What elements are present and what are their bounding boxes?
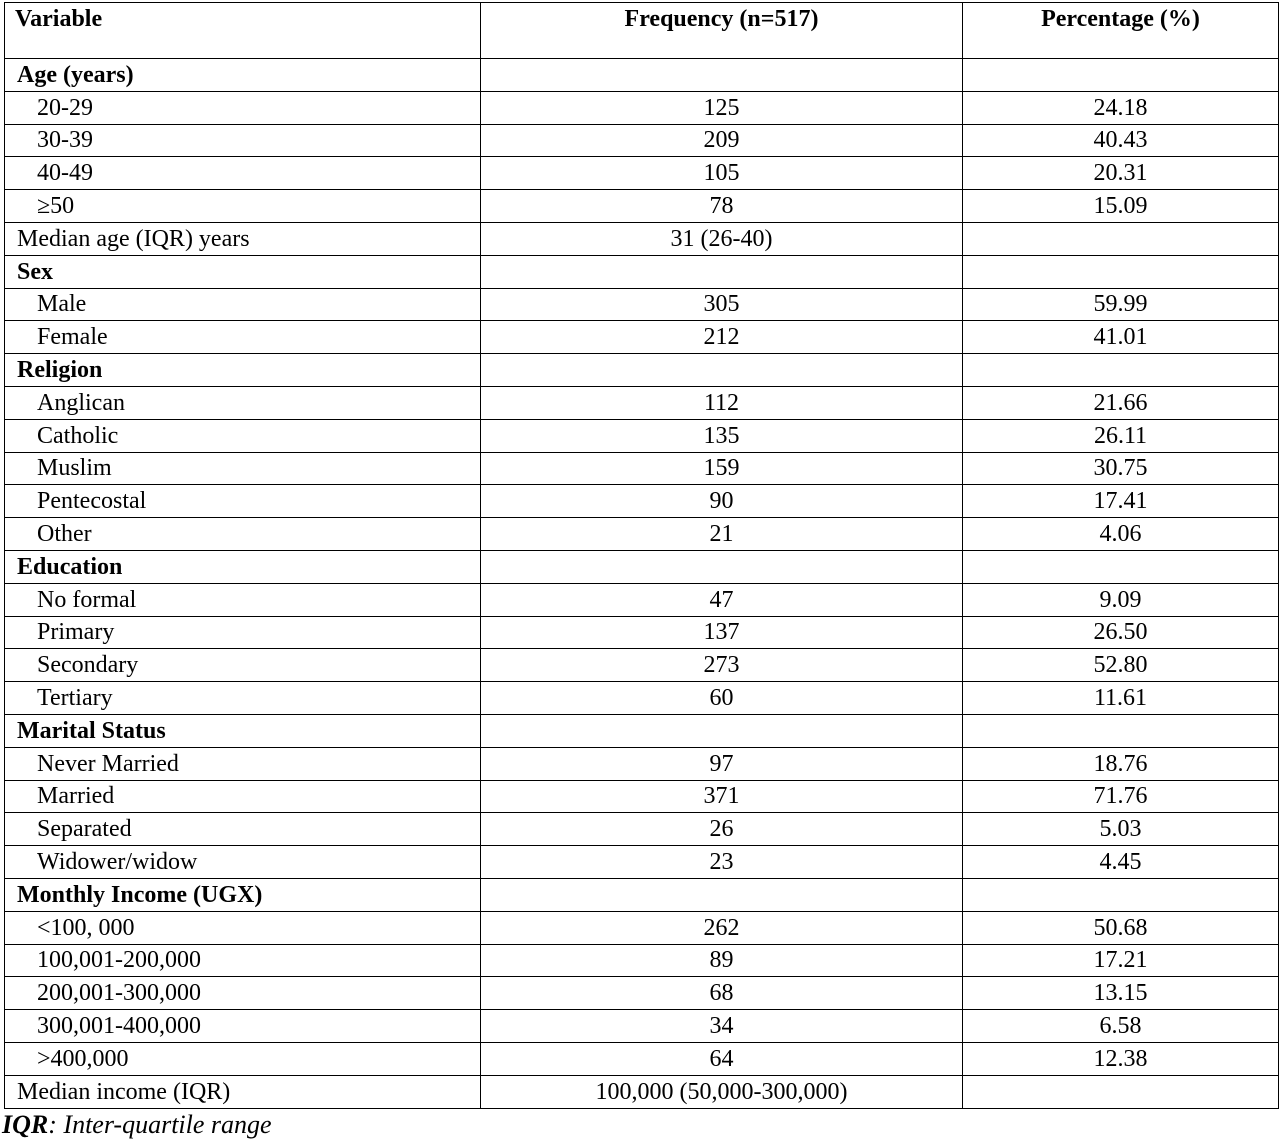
variable-label: <100, 000 [5, 911, 481, 944]
table-row [5, 157, 1279, 190]
table-row [5, 386, 1279, 419]
percentage-cell: 52.80 [963, 649, 1279, 682]
header-frequency: Frequency (n=517) [481, 3, 963, 59]
table-row [5, 944, 1279, 977]
percentage-cell: 26.50 [963, 616, 1279, 649]
percentage-cell: 9.09 [963, 583, 1279, 616]
frequency-cell: 105 [481, 157, 963, 190]
frequency-cell: 60 [481, 682, 963, 715]
header-row [5, 3, 1279, 59]
variable-label: Secondary [5, 649, 481, 682]
frequency-cell [481, 878, 963, 911]
table-body [5, 59, 1279, 1109]
percentage-cell: 59.99 [963, 288, 1279, 321]
frequency-cell: 262 [481, 911, 963, 944]
table-row [5, 190, 1279, 223]
variable-label: 100,001-200,000 [5, 944, 481, 977]
variable-label: 300,001-400,000 [5, 1010, 481, 1043]
frequency-cell: 78 [481, 190, 963, 223]
table-row [5, 583, 1279, 616]
variable-label: 40-49 [5, 157, 481, 190]
percentage-cell: 40.43 [963, 124, 1279, 157]
variable-label: Primary [5, 616, 481, 649]
category-row [5, 59, 1279, 92]
frequency-cell: 159 [481, 452, 963, 485]
percentage-cell [963, 222, 1279, 255]
table-row [5, 1042, 1279, 1075]
frequency-cell: 64 [481, 1042, 963, 1075]
table-row [5, 419, 1279, 452]
variable-label: ≥50 [5, 190, 481, 223]
frequency-cell: 34 [481, 1010, 963, 1043]
percentage-cell [963, 1075, 1279, 1108]
variable-label: Median income (IQR) [5, 1075, 481, 1108]
variable-label: Median age (IQR) years [5, 222, 481, 255]
category-row [5, 714, 1279, 747]
variable-label: Muslim [5, 452, 481, 485]
percentage-cell: 20.31 [963, 157, 1279, 190]
variable-label: Never Married [5, 747, 481, 780]
table-row [5, 288, 1279, 321]
percentage-cell: 17.41 [963, 485, 1279, 518]
frequency-cell: 68 [481, 977, 963, 1010]
category-label: Monthly Income (UGX) [5, 878, 481, 911]
table-row [5, 911, 1279, 944]
frequency-cell: 47 [481, 583, 963, 616]
percentage-cell: 13.15 [963, 977, 1279, 1010]
percentage-cell [963, 550, 1279, 583]
table-row [5, 977, 1279, 1010]
table-row [5, 682, 1279, 715]
category-label: Marital Status [5, 714, 481, 747]
category-row [5, 550, 1279, 583]
percentage-cell: 50.68 [963, 911, 1279, 944]
category-label: Sex [5, 255, 481, 288]
variable-label: 200,001-300,000 [5, 977, 481, 1010]
percentage-cell: 30.75 [963, 452, 1279, 485]
frequency-cell: 125 [481, 91, 963, 124]
variable-label: >400,000 [5, 1042, 481, 1075]
variable-label: Tertiary [5, 682, 481, 715]
variable-label: Other [5, 518, 481, 551]
variable-label: Catholic [5, 419, 481, 452]
percentage-cell: 71.76 [963, 780, 1279, 813]
variable-label: Widower/widow [5, 846, 481, 879]
percentage-cell: 5.03 [963, 813, 1279, 846]
percentage-cell [963, 714, 1279, 747]
demographics-table [4, 2, 1279, 1109]
percentage-cell [963, 878, 1279, 911]
frequency-cell: 135 [481, 419, 963, 452]
category-row [5, 354, 1279, 387]
table-row [5, 649, 1279, 682]
percentage-cell: 18.76 [963, 747, 1279, 780]
footnote-text: : Inter-quartile range [48, 1110, 272, 1139]
variable-label: Pentecostal [5, 485, 481, 518]
category-label: Age (years) [5, 59, 481, 92]
variable-label: Female [5, 321, 481, 354]
frequency-cell: 90 [481, 485, 963, 518]
category-row [5, 255, 1279, 288]
frequency-cell: 26 [481, 813, 963, 846]
table-row [5, 91, 1279, 124]
percentage-cell: 4.45 [963, 846, 1279, 879]
percentage-cell [963, 354, 1279, 387]
category-row [5, 878, 1279, 911]
percentage-cell: 26.11 [963, 419, 1279, 452]
frequency-cell: 89 [481, 944, 963, 977]
frequency-cell [481, 255, 963, 288]
frequency-cell [481, 550, 963, 583]
variable-label: Married [5, 780, 481, 813]
frequency-cell [481, 714, 963, 747]
category-label: Education [5, 550, 481, 583]
footnote [2, 1110, 272, 1140]
percentage-cell: 15.09 [963, 190, 1279, 223]
variable-label: Anglican [5, 386, 481, 419]
header-percentage: Percentage (%) [963, 3, 1279, 59]
table-row [5, 846, 1279, 879]
variable-label: Separated [5, 813, 481, 846]
table-header [5, 3, 1279, 59]
table-row [5, 747, 1279, 780]
table-row [5, 485, 1279, 518]
frequency-cell [481, 59, 963, 92]
frequency-cell: 112 [481, 386, 963, 419]
percentage-cell: 41.01 [963, 321, 1279, 354]
footnote-abbreviation: IQR [2, 1110, 49, 1139]
frequency-cell [481, 354, 963, 387]
frequency-cell: 100,000 (50,000-300,000) [481, 1075, 963, 1108]
variable-label: 30-39 [5, 124, 481, 157]
frequency-cell: 305 [481, 288, 963, 321]
percentage-cell: 6.58 [963, 1010, 1279, 1043]
table-row [5, 124, 1279, 157]
frequency-cell: 21 [481, 518, 963, 551]
frequency-cell: 97 [481, 747, 963, 780]
summary-row [5, 1075, 1279, 1108]
percentage-cell [963, 255, 1279, 288]
percentage-cell: 21.66 [963, 386, 1279, 419]
table-row [5, 1010, 1279, 1043]
table-row [5, 780, 1279, 813]
frequency-cell: 209 [481, 124, 963, 157]
table-row [5, 518, 1279, 551]
percentage-cell: 12.38 [963, 1042, 1279, 1075]
percentage-cell: 4.06 [963, 518, 1279, 551]
table-row [5, 452, 1279, 485]
frequency-cell: 23 [481, 846, 963, 879]
frequency-cell: 137 [481, 616, 963, 649]
frequency-cell: 273 [481, 649, 963, 682]
frequency-cell: 371 [481, 780, 963, 813]
category-label: Religion [5, 354, 481, 387]
table-row [5, 321, 1279, 354]
variable-label: 20-29 [5, 91, 481, 124]
table-row [5, 616, 1279, 649]
table-row [5, 813, 1279, 846]
header-variable: Variable [5, 3, 481, 59]
percentage-cell [963, 59, 1279, 92]
percentage-cell: 24.18 [963, 91, 1279, 124]
variable-label: Male [5, 288, 481, 321]
frequency-cell: 31 (26-40) [481, 222, 963, 255]
percentage-cell: 17.21 [963, 944, 1279, 977]
summary-row [5, 222, 1279, 255]
percentage-cell: 11.61 [963, 682, 1279, 715]
frequency-cell: 212 [481, 321, 963, 354]
variable-label: No formal [5, 583, 481, 616]
